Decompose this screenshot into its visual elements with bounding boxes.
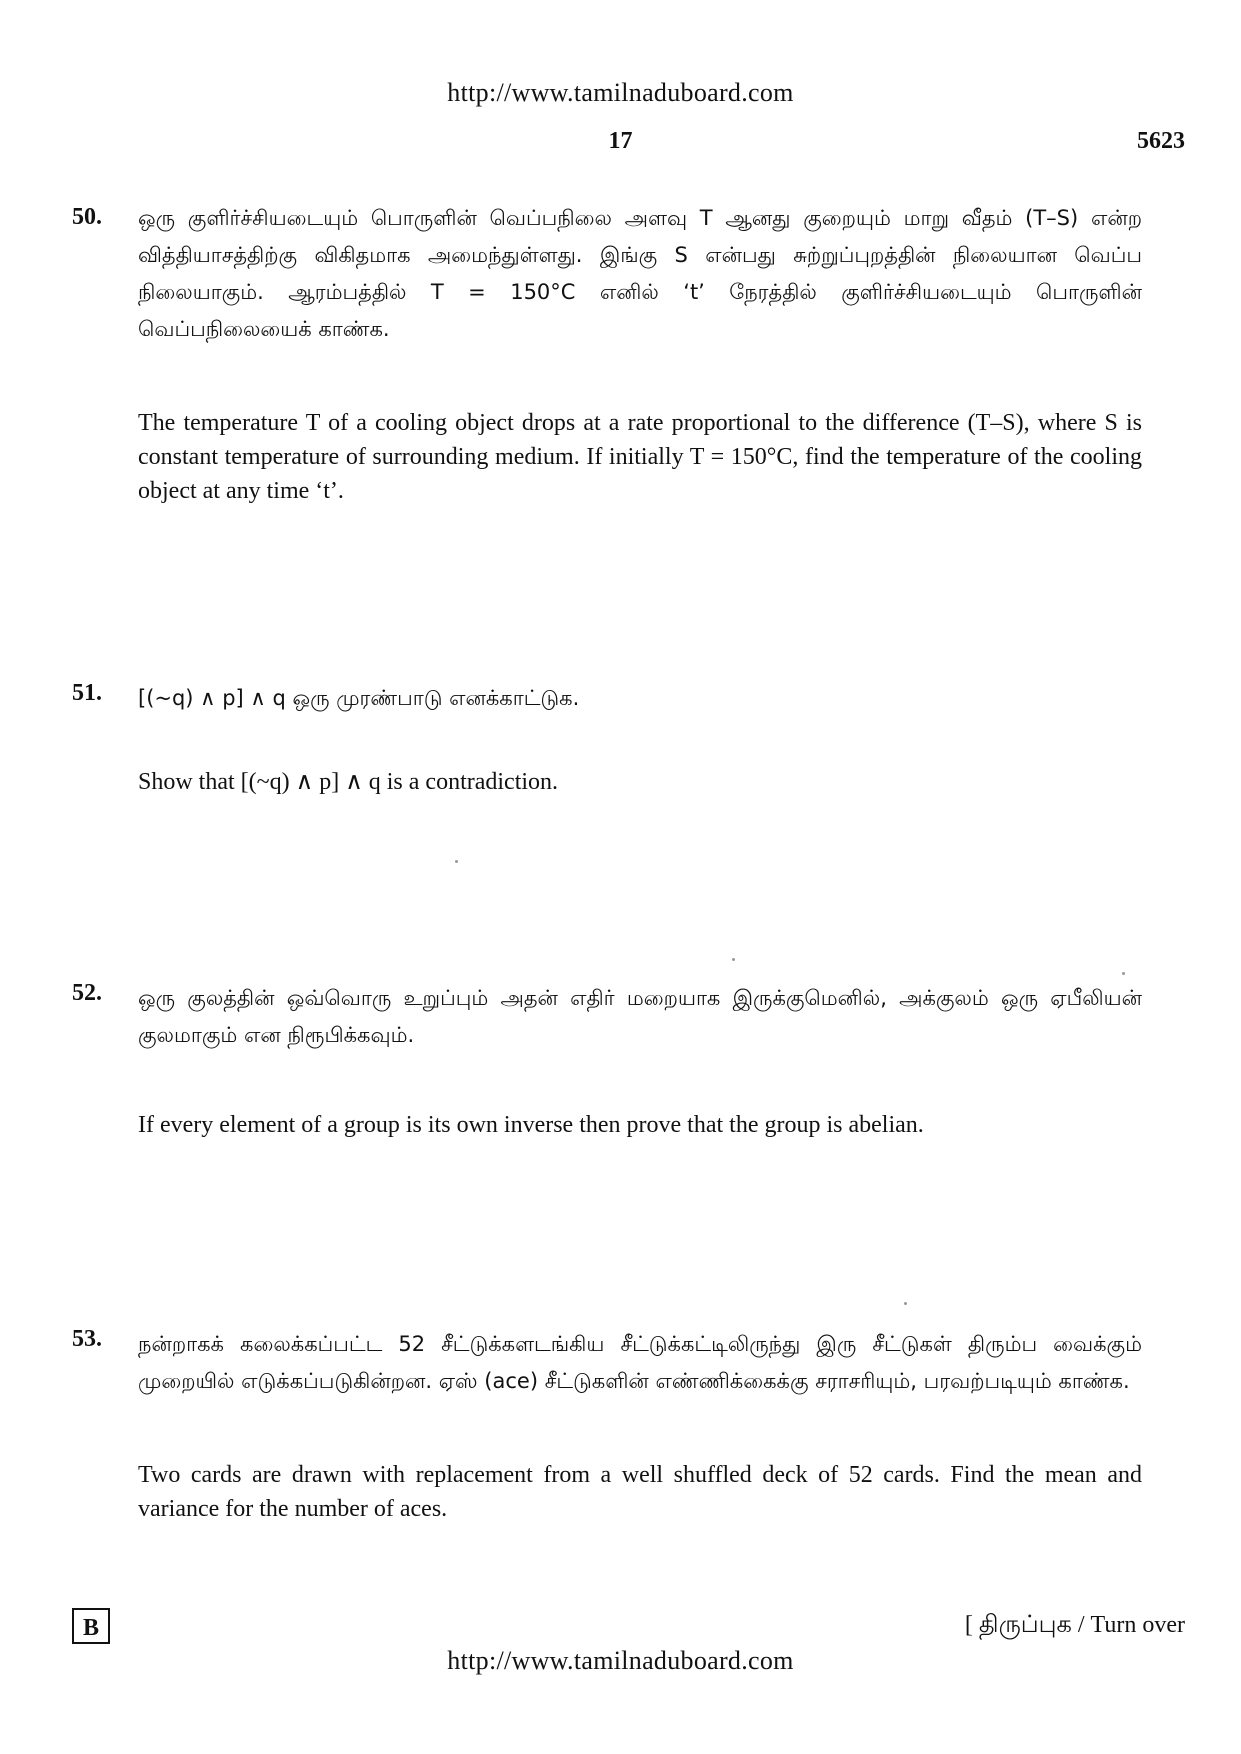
question-english-text: Two cards are drawn with replacement from a well shuffled deck of 52 cards. Find the mean and variance for the number of aces. <box>138 1462 1142 1522</box>
question-tamil-text: ஒரு குளிர்ச்சியடையும் பொருளின் வெப்பநிலை அளவு T ஆனது குறையும் மாறு வீதம் (T–S) என்ற வித்தியாசத்திற்கு விகிதமாக அமைந்துள்ளது. இங்கு S என்பது சுற்றுப்புறத்தின் நிலையான வெப்ப நிலையாகும். ஆரம்பத்தில் T = 150°C எனில் ‘t’ நேரத்தில் குளிர்ச்சியடையும் பொருளின் வெப்பநிலையைக் காண்க. <box>138 206 1142 341</box>
scan-speck <box>1122 972 1125 975</box>
question-english-text: The temperature T of a cooling object drops at a rate proportional to the difference (T–S), where S is constant temperature of surrounding medium. If initially T = 150°C, find the temperature of the cooling object at any time ‘t’. <box>138 410 1142 504</box>
question-tamil-text: ஒரு குலத்தின் ஒவ்வொரு உறுப்பும் அதன் எதிர் மறையாக இருக்குமெனில், அக்குலம் ஒரு ஏபீலியன் குலமாகும் என நிரூபிக்கவும். <box>138 986 1142 1047</box>
question-english-text: If every element of a group is its own inverse then prove that the group is abelian. <box>138 1112 924 1138</box>
question-tamil-text: நன்றாகக் கலைக்கப்பட்ட 52 சீட்டுக்களடங்கிய சீட்டுக்கட்டிலிருந்து இரு சீட்டுகள் திரும்ப வைக்கும் முறையில் எடுக்கப்படுகின்றன. ஏஸ் (ace) சீட்டுகளின் எண்ணிக்கைக்கு சராசரியும், பரவற்படியும் காண்க. <box>138 1332 1142 1393</box>
question-number: 50. <box>72 204 102 230</box>
footer-url: http://www.tamilnaduboard.com <box>447 1646 794 1675</box>
scan-speck <box>904 1302 907 1305</box>
question-number: 51. <box>72 680 102 706</box>
page-number: 17 <box>608 128 633 154</box>
question-53 <box>72 1326 1142 1526</box>
series-badge: B <box>72 1608 110 1644</box>
question-english-text: Show that [(~q) ∧ p] ∧ q is a contradiction. <box>138 769 559 795</box>
question-52 <box>72 980 1142 1142</box>
scan-speck <box>455 860 458 863</box>
question-50 <box>72 200 1142 508</box>
question-number: 52. <box>72 980 102 1006</box>
question-tamil-text: [(~q) ∧ p] ∧ q ஒரு முரண்பாடு எனக்காட்டுக. <box>138 686 580 710</box>
turn-over-label: [ திருப்புக / Turn over <box>964 1612 1185 1638</box>
paper-code: 5623 <box>1137 128 1185 154</box>
scan-speck <box>732 958 735 961</box>
question-number: 53. <box>72 1326 102 1352</box>
header-url: http://www.tamilnaduboard.com <box>447 78 794 107</box>
question-51 <box>72 680 1142 799</box>
